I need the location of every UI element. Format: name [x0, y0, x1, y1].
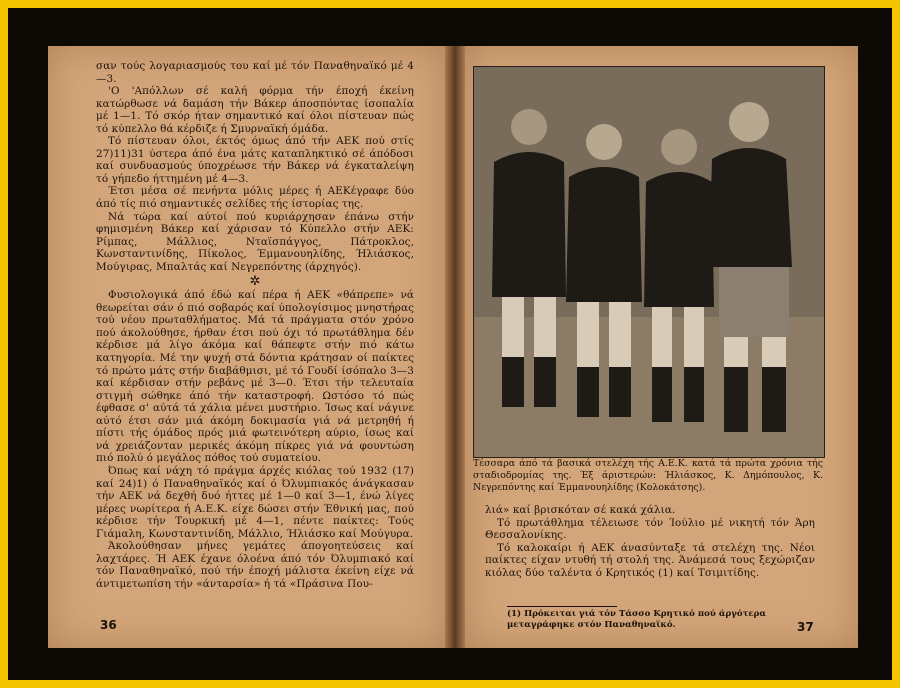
paragraph: Άκολούθησαν μήνες γεμάτες άπογοητεύσεις καί λαχτάρες. Ή ΑΕΚ έχανε όλοένα άπό τόν Όλυμπιακό καί τόν Παναθηναϊκό, πού τήν έποχή μάλιστα έκείνη είχε νά άντιμετωπίση τήν «άνταρσία» ή τά «Πράσινα Που-: [96, 540, 414, 590]
book-spine: [445, 46, 465, 648]
photo-caption: Τέσσαρα άπό τά βασικά στελέχη τής Α.Ε.Κ. κατά τά πρώτα χρόνια τής σταδιοδρομίας της. Έξ άριστερών: Ήλιάσκος, Κ. Δημόπουλος, Κ. Νεγρεπόντης καί Έμμανουηλίδης (Κολοκάτσης).: [473, 458, 823, 493]
players-illustration: [474, 67, 824, 457]
footnote-divider: [507, 606, 617, 607]
right-page: [465, 46, 858, 648]
footnote: (1) Πρόκειται γιά τόν Τάσσο Κρητικό πού άργότερα μεταγράφηκε στόν Παναθηναϊκό.: [507, 609, 766, 630]
paragraph: λιά» καί βρισκόταν σέ κακά χάλια.: [485, 504, 676, 516]
paragraph: Όπως καί νάχη τό πράγμα άρχές κιόλας τού 1932 (17) καί 24)1) ό Παναθηναϊκός καί ό Όλυμπιακός άνάγκασαν τήν ΑΕΚ νά δεχθή δυό ήττες μέ 1—0 καί 3—1, ένώ λίγες μέρες νωρίτερα ή Α.Ε.Κ. είχε δώσει στήν Έθνική μας, πού κέρδισε τήν Τουρκική μέ 4—1, πέντε παίκτες: Τούς Γιάμαλη, Κωνσταντινίδη, Μάλλιο, Ήλιάσκο καί Μούγυρα.: [96, 464, 414, 540]
page-number: 36: [100, 618, 117, 632]
team-photo: [473, 66, 825, 458]
paragraph: Φυσιολογικά άπό έδώ καί πέρα ή ΑΕΚ «θάπρεπε» νά θεωρείται σάν ό πιό σοβαρός καί ύπολογίσιμος μνηστήρας τού νέου πρωταθλήματος. Μά τά πράγματα στόν χρόνο πού άκολούθησε, ήρθαν έτσι πού όχι τό πρωτάθλημα δέν κέρδισε μά λίγο άκόμα καί θάπεφτε στήν πιό κάτω κατηγορία. Μέ την ψυχή στά δόντια κράτησαν οί παίκτες τό πρώτο μάτς στήν διαβάθμισι, μέ τό Γουδί ίσόπαλο 3—3 καί κέρδισαν στήν ρεβάνς μέ 3—0. Έτσι τήν τελευταία στιγμή σώθηκε άπό τήν καταστροφή. Ωστόσο τό πώς έφθασε σ' αύτά τά χάλια μένει μυστήριο. Ίσως καί νάγινε αύτό έτσι σάν μιά άκόμη δοκιμασία γιά νά μετρηθή ή πίστι τής όμάδος πρός μιά φωτεινότερη αύριο, ίσως καί νά χρειάζονταν μερικές άκόμη πίκρες γιά νά φουντώση πιό πολύ ό μεγάλος πόθος τού συματείου.: [96, 289, 414, 465]
paragraph: 'Ο 'Απόλλων σέ καλή φόρμα τήν έποχή έκείνη κατώρθωσε νά δαμάση τήν Βάκερ άποσπόντας ίσοπαλία μέ 1—1. Τό σκόρ ήταν σημαντικό καί όλοι πίστευαν πώς τό κύπελλο θά κέρδιζε ή Σμυρναϊκή όμάδα.: [96, 85, 414, 135]
paragraph: Τό πρωτάθλημα τέλειωσε τόν Ίούλιο μέ νικητή τόν Άρη Θεσσαλονίκης.: [485, 516, 815, 542]
paragraph: σαν τούς λογαριασμούς του καί μέ τόν Παναθηναϊκό μέ 4—3.: [96, 60, 414, 85]
book-frame: [8, 8, 892, 680]
page-number: 37: [797, 620, 814, 634]
paragraph: Νά τώρα καί αύτοί πού κυριάρχησαν έπάνω στήν φημισμένη Βάκερ καί χάρισαν τό Κύπελλο στήν ΑΕΚ: Ρίμπας, Μάλλιος, Νταϊσπάγγος, Πάτροκλος, Κωνσταντινίδης, Πίκολος, Έμμανουηλίδης, Ήλιάσκος, Μούγιρας, Μπαλτάς καί Νεγρεπόντης (άρχηγός).: [96, 210, 414, 273]
left-page-text: [96, 60, 414, 590]
left-page: [48, 46, 445, 648]
paragraph: Τό καλοκαίρι ή ΑΕΚ άνασύνταξε τά στελέχη της. Νέοι παίκτες είχαν ντυθή τή στολή της. Άνάμεσά τους ξεχώριζαν κιόλας δύο ταλέντα ό Κρητικός (1) καί Τσιμιτίδης.: [485, 541, 815, 579]
right-page-text: [485, 504, 815, 579]
paragraph: Έτσι μέσα σέ πενήντα μόλις μέρες ή ΑΕΚέγραφε δύο άπό τίς πιό σημαντικές σελίδες τής ίστορίας της.: [96, 185, 414, 211]
paragraph: Τό πίστευαν όλοι, έκτός όμως άπό τήν ΑΕΚ πού στίς 27)11)31 ύστερα άπό ένα μάτς καταπληκτικό σέ άπόδοσι καί συνδυασμούς ύποχρέωσε τήν Βάκερ νά έγκαταλείψη τό γήπεδο ήττημένη μέ 4—3.: [96, 135, 414, 185]
section-separator: ✲: [249, 274, 261, 290]
